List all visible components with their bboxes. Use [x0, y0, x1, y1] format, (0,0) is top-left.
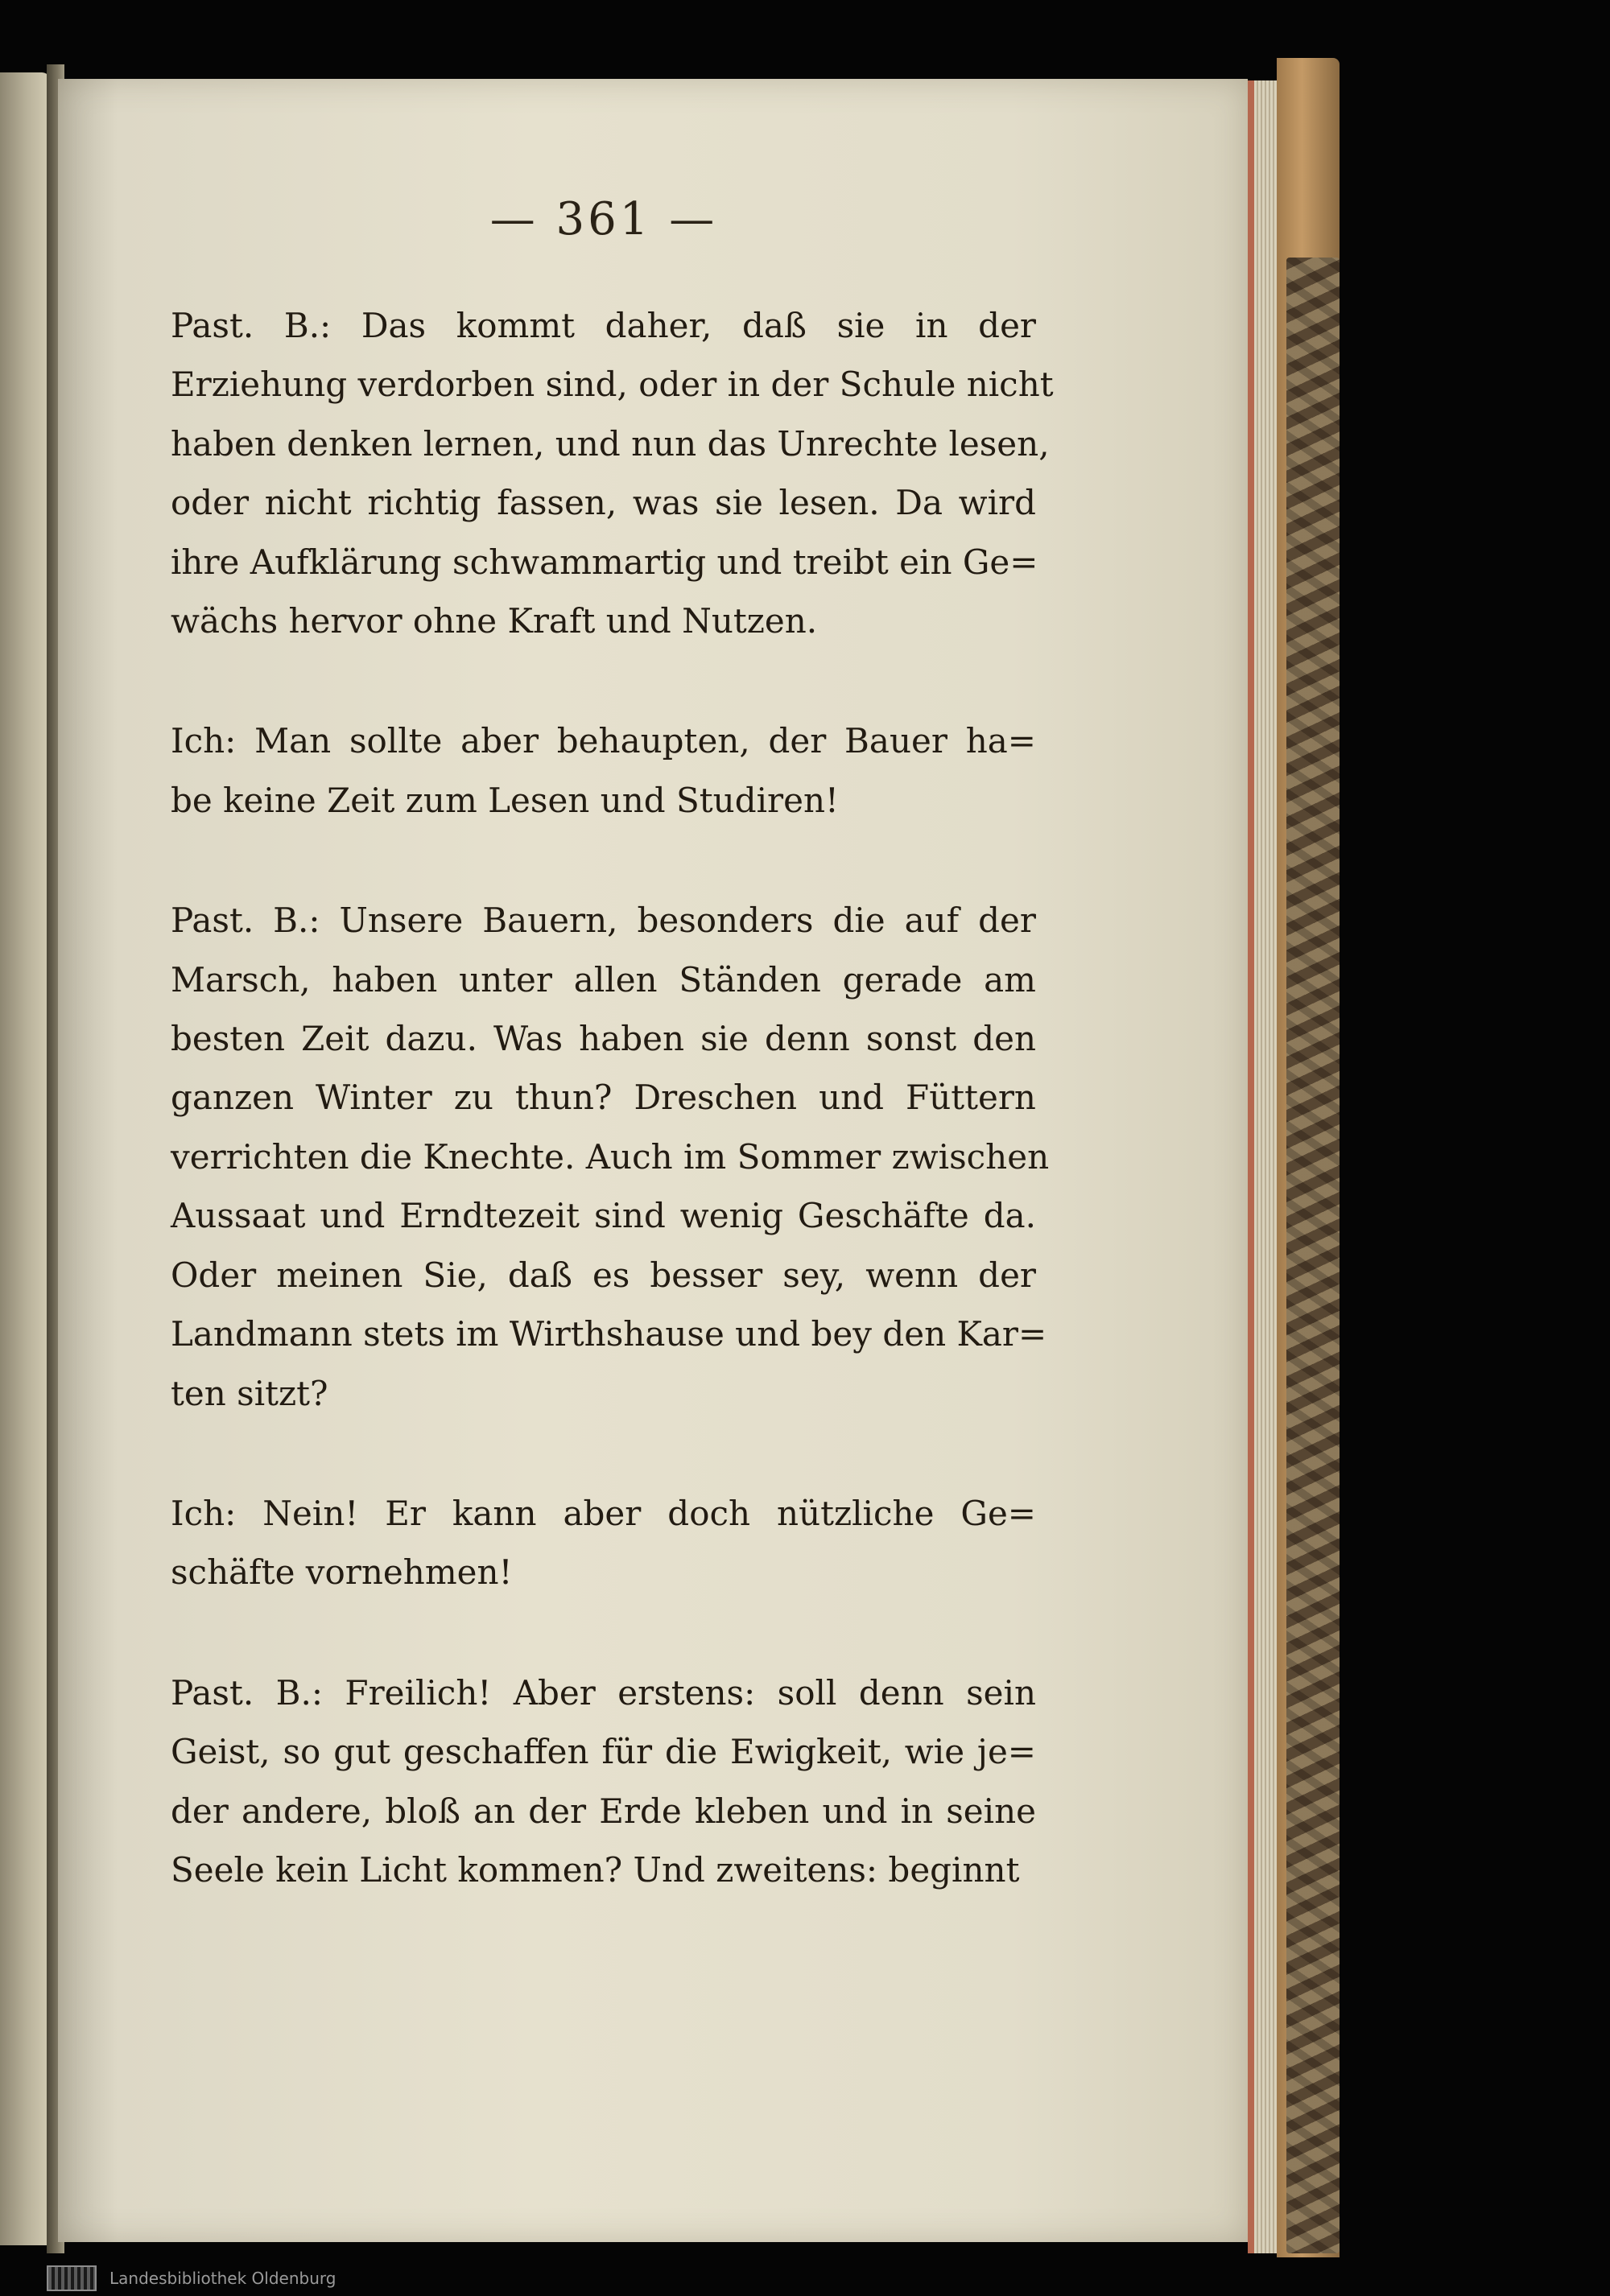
- text-line: oder nicht richtig fassen, was sie lesen. Da wird: [171, 483, 1036, 523]
- paragraph-gap: [171, 830, 1036, 891]
- text-line: verrichten die Knechte. Auch im Sommer zwischen: [171, 1136, 1050, 1177]
- marbled-cover-paper: [1286, 258, 1340, 2253]
- text-line: Marsch, haben unter allen Ständen gerade am: [171, 959, 1036, 1000]
- text-line: Erziehung verdorben sind, oder in der Schule nicht: [171, 365, 1054, 405]
- paragraph: [171, 711, 1036, 830]
- text-line: ganzen Winter zu thun? Dreschen und Füttern: [171, 1078, 1036, 1118]
- text-line: Past. B.: Freilich! Aber erstens: soll denn sein: [171, 1672, 1036, 1713]
- paragraph: [171, 296, 1054, 650]
- text-line: Seele kein Licht kommen? Und zweitens: beginnt: [171, 1849, 1020, 1890]
- library-building-icon: [47, 2265, 97, 2291]
- text-line: Ich: Man sollte aber behaupten, der Bauer ha=: [171, 721, 1036, 761]
- page-body-text: [171, 296, 1054, 1899]
- text-line: besten Zeit dazu. Was haben sie denn sonst den: [171, 1019, 1036, 1059]
- paragraph: [171, 1663, 1036, 1900]
- paragraph: [171, 1484, 1036, 1602]
- text-line: Past. B.: Unsere Bauern, besonders die auf der: [171, 901, 1036, 941]
- paragraph-gap: [171, 650, 1036, 711]
- text-line: Geist, so gut geschaffen für die Ewigkeit, wie je=: [171, 1732, 1036, 1772]
- text-line: Ich: Nein! Er kann aber doch nützliche Ge=: [171, 1493, 1036, 1533]
- text-line: Oder meinen Sie, daß es besser sey, wenn der: [171, 1255, 1036, 1295]
- paragraph-gap: [171, 1602, 1036, 1663]
- page-number-header: — 361 —: [489, 193, 718, 245]
- paragraph-gap: [171, 1423, 1036, 1484]
- text-line: Landmann stets im Wirthshause und bey den Kar=: [171, 1314, 1047, 1354]
- library-name: Landesbibliothek Oldenburg: [109, 2269, 336, 2288]
- text-line: der andere, bloß an der Erde kleben und in seine: [171, 1791, 1036, 1831]
- text-line: wächs hervor ohne Kraft und Nutzen.: [171, 601, 818, 641]
- text-line: ten sitzt?: [171, 1373, 328, 1413]
- text-line: ihre Aufklärung schwammartig und treibt ein Ge=: [171, 542, 1038, 582]
- text-line: be keine Zeit zum Lesen und Studiren!: [171, 780, 839, 820]
- paragraph: [171, 891, 1050, 1423]
- page-stack-edge: [1254, 80, 1277, 2253]
- text-line: Past. B.: Das kommt daher, daß sie in der: [171, 306, 1036, 345]
- text-line: schäfte vornehmen!: [171, 1552, 513, 1593]
- left-page-edge: [0, 72, 50, 2245]
- red-page-edge: [1248, 80, 1254, 2253]
- text-line: Aussaat und Erndtezeit sind wenig Geschäfte da.: [171, 1196, 1036, 1236]
- text-line: haben denken lernen, und nun das Unrechte lesen,: [171, 423, 1050, 464]
